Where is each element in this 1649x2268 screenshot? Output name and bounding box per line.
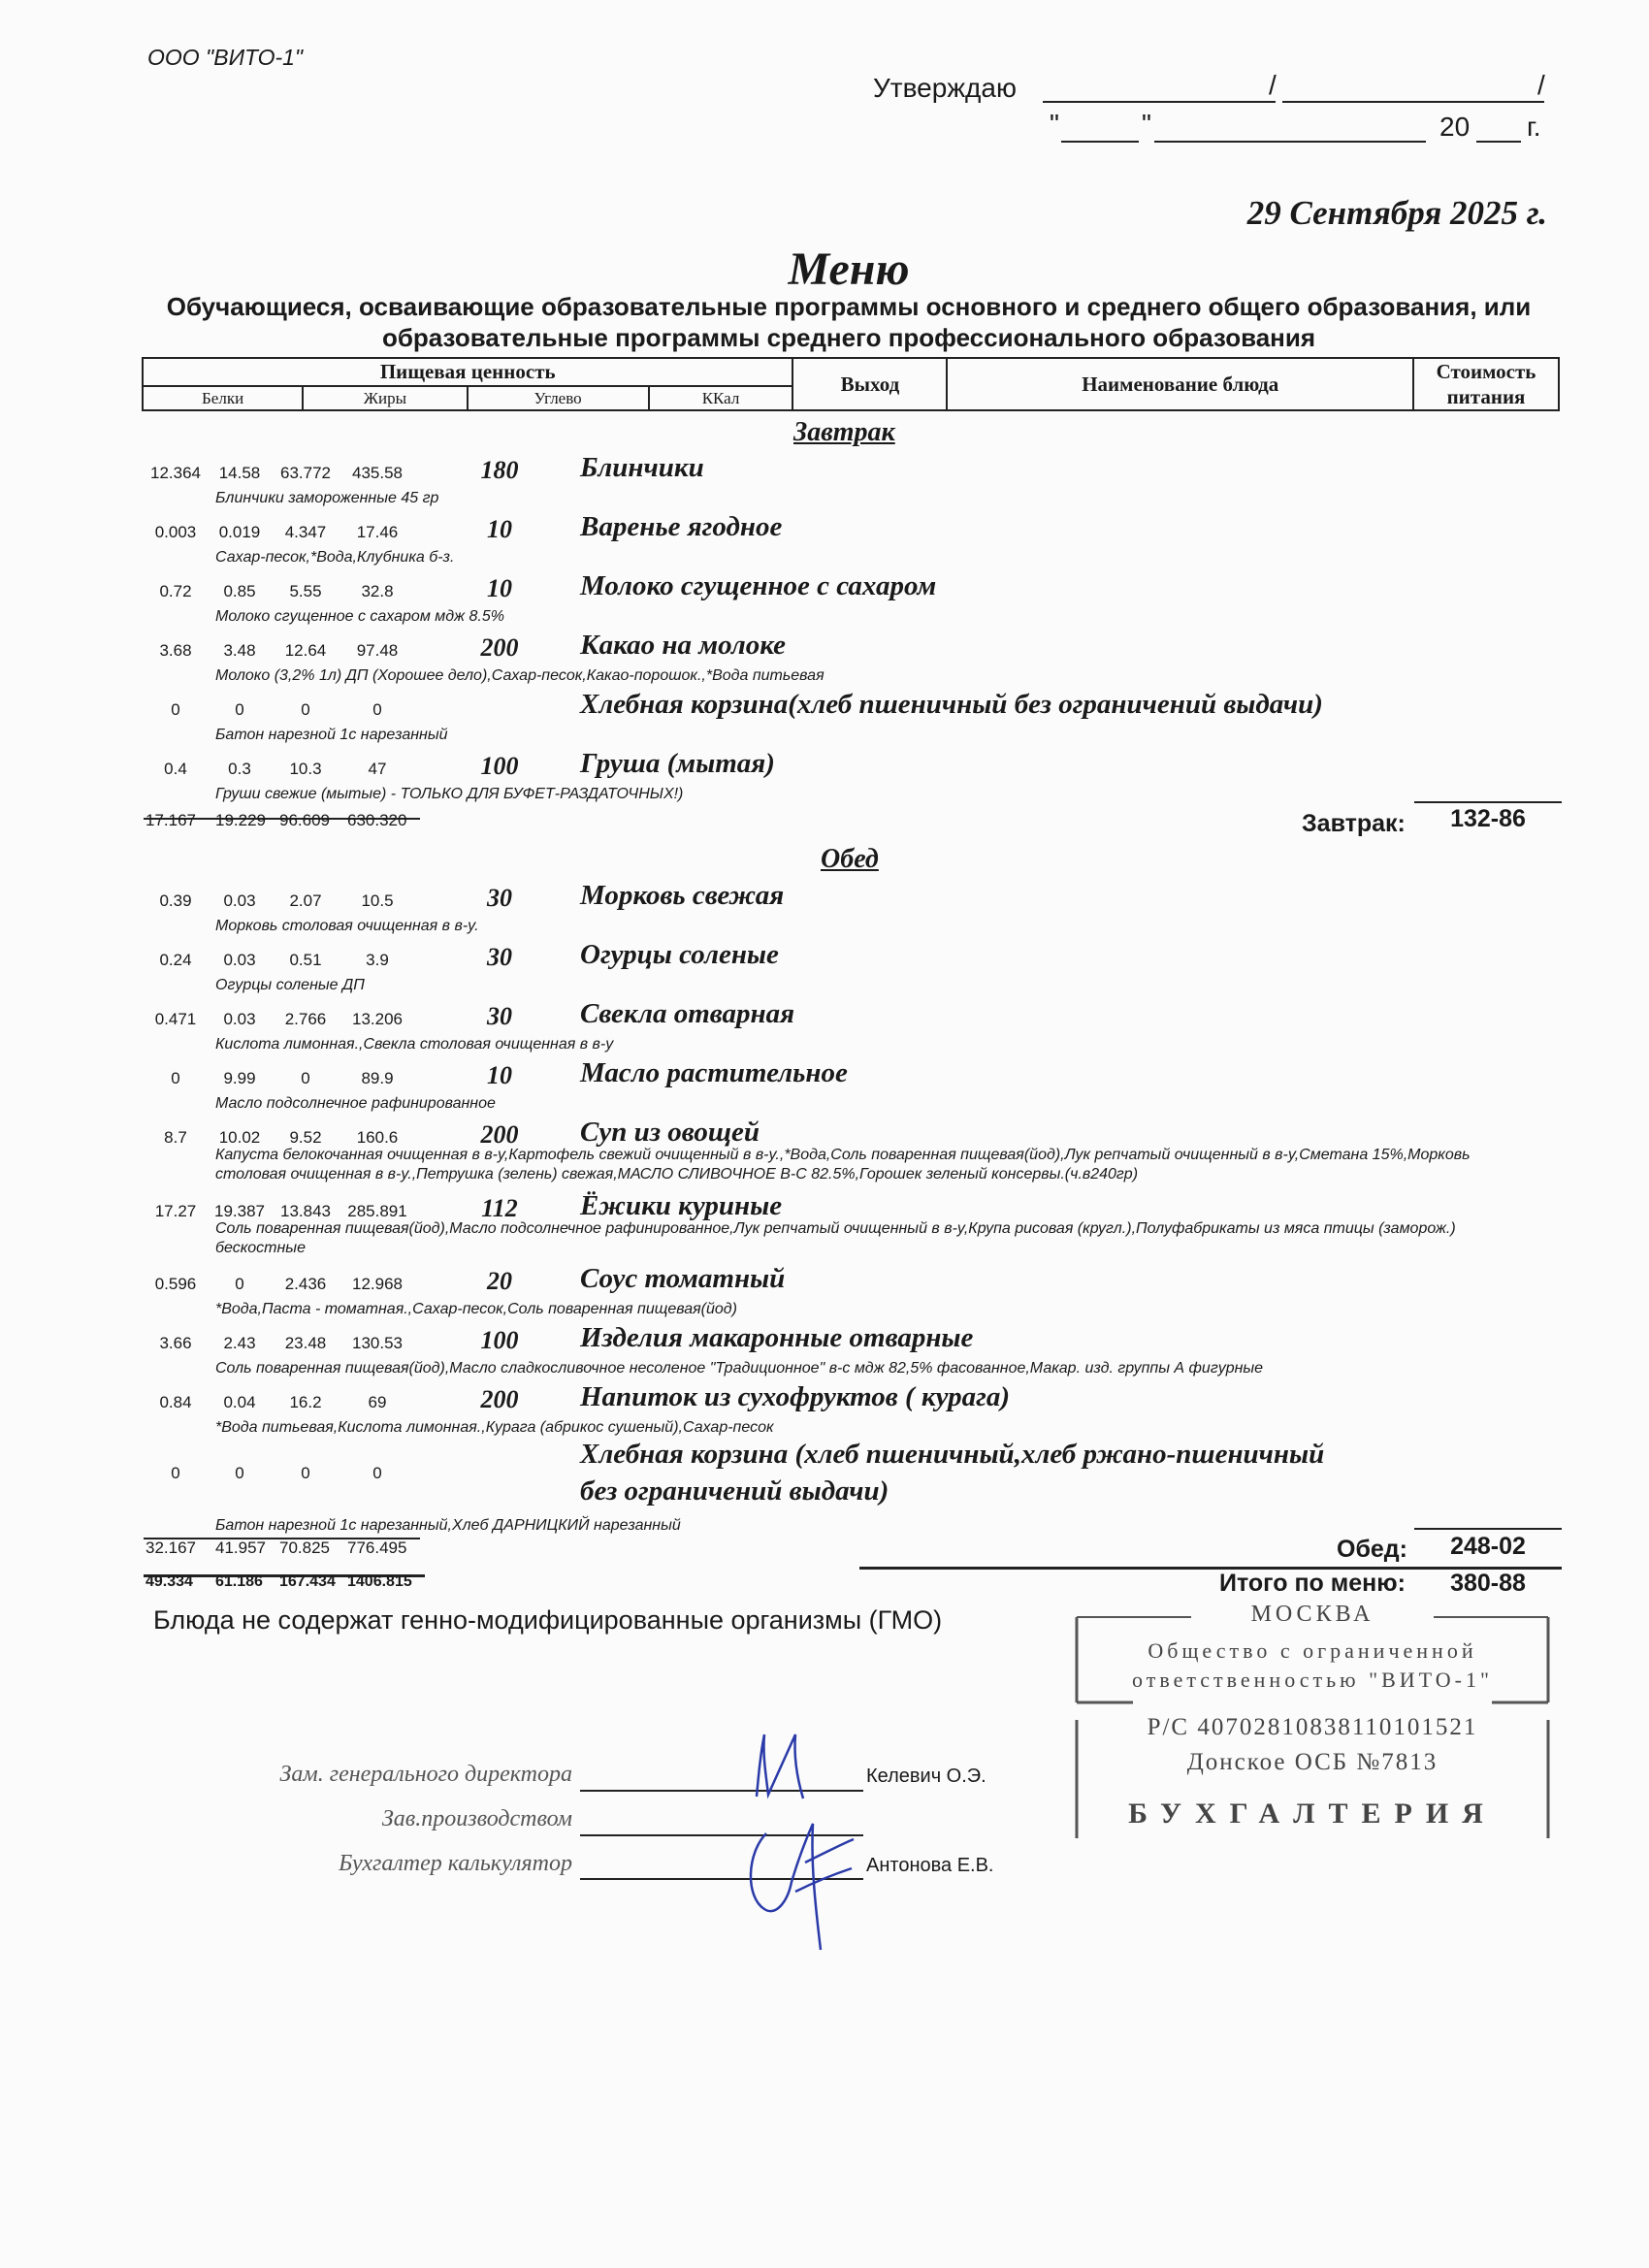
dish-ingredients: *Вода,Паста - томатная.,Сахар-песок,Соль поваренная пищевая(йод) [215, 1301, 737, 1317]
approve-line-2 [1282, 101, 1544, 103]
nutrition-value: 32.8 [361, 582, 394, 600]
nutrition-value: 89.9 [361, 1069, 394, 1087]
date-day-line [1061, 141, 1139, 143]
dish-name: Ёжики куриные [580, 1190, 783, 1221]
grand-cost-value: 380-88 [1450, 1570, 1526, 1597]
breakfast-cost-line [1414, 801, 1562, 803]
nutrition-value: 14.58 [218, 464, 261, 482]
nutrition-value: 3.68 [159, 641, 192, 660]
dish-output: 112 [481, 1194, 518, 1222]
nutrition-value: 3.48 [223, 641, 256, 660]
signature-name-deputy: Келевич О.Э. [866, 1766, 986, 1787]
nutrition-value: 0 [301, 700, 310, 719]
cost-header: Стоимость питания [1413, 358, 1559, 410]
date-quote-close: " [1142, 109, 1151, 139]
dish-name: Хлебная корзина(хлеб пшеничный без ограничений выдачи) [580, 689, 1323, 720]
dish-name: Свекла отварная [580, 998, 795, 1029]
nutrition-value: 0.003 [154, 523, 197, 541]
nutrition-value: 12.364 [150, 464, 201, 482]
dish-ingredients: Морковь столовая очищенная в в-у. [215, 918, 479, 934]
nutrition-value: 2.766 [284, 1010, 327, 1028]
nutrition-value: 4.347 [284, 523, 327, 541]
dish-name: Какао на молоке [580, 630, 786, 661]
total-value: 630.320 [347, 811, 407, 829]
fat-header: Жиры [303, 386, 467, 410]
nutrition-value: 0 [372, 700, 382, 719]
signature-label-accountant: Бухгалтер калькулятор [339, 1851, 572, 1876]
breakfast-cost-label: Завтрак: [1302, 810, 1406, 837]
dish-ingredients: Кислота лимонная.,Свекла столовая очищенная в в-у [215, 1036, 614, 1053]
dish-output: 10 [487, 1061, 512, 1089]
nutrition-value: 10.02 [218, 1128, 261, 1147]
nutrition-value: 97.48 [356, 641, 399, 660]
nutrition-value: 63.772 [280, 464, 331, 482]
gmo-note: Блюда не содержат генно-модифицированные организмы (ГМО) [153, 1605, 943, 1635]
total-value: 17.167 [146, 811, 196, 829]
dish-name: Огурцы соленые [580, 939, 779, 970]
nutrition-value: 8.7 [164, 1128, 187, 1147]
total-value: 96.609 [279, 811, 330, 829]
nutrition-value: 0 [301, 1069, 310, 1087]
nutrition-value: 69 [368, 1393, 387, 1411]
breakfast-section-title: Завтрак [793, 417, 895, 447]
nutrition-value: 17.46 [356, 523, 399, 541]
total-value: 61.186 [215, 1573, 263, 1590]
nutrition-value: 0.24 [159, 951, 192, 969]
dish-ingredients: Масло подсолнечное рафинированное [215, 1095, 496, 1112]
dish-name: Соус томатный [580, 1263, 786, 1294]
dish-name: Блинчики [580, 452, 704, 483]
nutrition-value: 19.387 [214, 1202, 265, 1220]
signature-label-deputy: Зам. генерального директора [279, 1762, 572, 1787]
dish-ingredients: *Вода питьевая,Кислота лимонная.,Курага (абрикос сушеный),Сахар-песок [215, 1419, 774, 1436]
approve-line-1 [1043, 101, 1276, 103]
handwritten-signature-deputy [718, 1717, 844, 1814]
dish-ingredients: Блинчики замороженные 45 гр [215, 490, 439, 506]
nutrition-value: 0 [171, 700, 180, 719]
dish-ingredients: Молоко (3,2% 1л) ДП (Хорошее дело),Сахар-песок,Какао-порошок.,*Вода питьевая [215, 667, 824, 684]
nutrition-value: 130.53 [352, 1334, 403, 1352]
nutrition-value: 0 [235, 1275, 244, 1293]
dish-name: Суп из овощей [580, 1117, 760, 1148]
nutrition-value: 0.84 [159, 1393, 192, 1411]
dish-name: Молоко сгущенное с сахаром [580, 570, 937, 601]
dish-ingredients: Капуста белокочанная очищенная в в-у,Картофель свежий очищенный в в-у.,*Вода,Соль поваренная пищевая(йод),Лук репчатый очищенный в в-у,Сметана 15%,Морковь столовая очищенная в в-у.,Петрушка (зелень) свежая,МАСЛО СЛИВОЧНОЕ В-С 82.5%,Горошек зеленый консервы.(ч.в240гр) [215, 1147, 1471, 1183]
nutrition-value: 9.52 [289, 1128, 322, 1147]
dish-ingredients: Огурцы соленые ДП [215, 977, 365, 993]
dish-ingredients: Соль поваренная пищевая(йод),Масло сладкосливочное несоленое "Традиционное" в-с мдж 82,5% фасованное,Макар. изд. группы А фигурные [215, 1360, 1264, 1377]
nutrition-value: 13.206 [352, 1010, 403, 1028]
nutrition-value: 0.04 [223, 1393, 256, 1411]
organization-name: ООО "ВИТО-1" [147, 45, 304, 70]
page-subtitle: Обучающиеся, осваивающие образовательные программы основного и среднего общего образования, или образовательные программы среднего профессионального образования [166, 292, 1532, 352]
accounting-stamp [1075, 1602, 1550, 1848]
nutrition-value: 0.39 [159, 891, 192, 910]
dish-name: Варенье ягодное [580, 511, 783, 542]
dish-output: 30 [487, 1002, 512, 1030]
lunch-cost-line [1414, 1528, 1562, 1530]
lunch-section-title: Обед [821, 844, 879, 874]
nutrition-value: 0 [235, 1464, 244, 1482]
nutrition-value: 10.5 [361, 891, 394, 910]
approve-label: Утверждаю [873, 73, 1017, 103]
nutrition-value: 0 [171, 1464, 180, 1482]
nutrition-value: 2.43 [223, 1334, 256, 1352]
dish-output: 30 [487, 884, 512, 912]
total-value: 70.825 [279, 1539, 330, 1557]
stamp-account: Р/С 40702810838110101521 [1147, 1714, 1478, 1740]
stamp-bank: Донское ОСБ №7813 [1186, 1749, 1439, 1775]
stamp-line-2: ответственностью "ВИТО-1" [1132, 1668, 1493, 1692]
nutrition-value: 0 [235, 700, 244, 719]
output-header: Выход [792, 358, 947, 410]
nutrition-value: 0 [171, 1069, 180, 1087]
carbs-header: Углево [468, 386, 649, 410]
stamp-line-1: Общество с ограниченной [1148, 1638, 1477, 1663]
nutrition-value: 16.2 [289, 1393, 322, 1411]
dish-name: Изделия макаронные отварные [580, 1322, 974, 1353]
nutrition-value: 0.596 [154, 1275, 197, 1293]
menu-table-header [142, 357, 1560, 411]
nutrition-value: 3.66 [159, 1334, 192, 1352]
total-value: 32.167 [146, 1539, 196, 1557]
dish-ingredients: Соль поваренная пищевая(йод),Масло подсолнечное рафинированное,Лук репчатый очищенный в в-у,Крупа рисовая (кругл.),Полуфабрикаты из мяса птицы (заморож.) бескостные [215, 1220, 1456, 1256]
lunch-cost-value: 248-02 [1450, 1533, 1526, 1560]
approve-slash-end: / [1537, 70, 1545, 100]
dish-output: 200 [480, 633, 519, 662]
dish-ingredients: Молоко сгущенное с сахаром мдж 8.5% [215, 608, 504, 625]
dish-ingredients: Батон нарезной 1с нарезанный,Хлеб ДАРНИЦКИЙ нарезанный [215, 1517, 681, 1534]
nutrition-value: 0.85 [223, 582, 256, 600]
dish-name: Морковь свежая [580, 880, 785, 911]
nutrition-value: 0.03 [223, 951, 256, 969]
total-value: 776.495 [347, 1539, 407, 1557]
nutrition-value: 12.968 [352, 1275, 403, 1293]
stamp-department: БУХГАЛТЕРИЯ [1128, 1798, 1497, 1830]
nutrition-value: 12.64 [284, 641, 327, 660]
nutrition-value: 435.58 [352, 464, 403, 482]
nutrition-value: 0.3 [228, 760, 251, 778]
dish-output: 10 [487, 515, 512, 543]
nutrition-value: 0.03 [223, 1010, 256, 1028]
dish-output: 100 [480, 752, 519, 780]
nutrition-value: 47 [368, 760, 387, 778]
nutrition-value: 2.07 [289, 891, 322, 910]
dish-ingredients: Груши свежие (мытые) - ТОЛЬКО ДЛЯ БУФЕТ-РАЗДАТОЧНЫХ!) [215, 786, 684, 802]
protein-header: Белки [143, 386, 303, 410]
dish-output: 100 [480, 1326, 519, 1354]
dish-output: 180 [480, 456, 519, 484]
page-title: Меню [788, 243, 910, 295]
signature-name-accountant: Антонова Е.В. [866, 1855, 994, 1876]
dish-output: 200 [480, 1385, 519, 1413]
nutrition-value: 285.891 [347, 1202, 407, 1220]
dish-ingredients: Сахар-песок,*Вода,Клубника б-з. [215, 549, 455, 566]
nutrition-value: 0.03 [223, 891, 256, 910]
dish-name: Масло растительное [580, 1057, 848, 1088]
nutrition-value: 0 [301, 1464, 310, 1482]
total-value: 49.334 [146, 1573, 193, 1590]
nutrition-value: 0.72 [159, 582, 192, 600]
date-year-prefix: 20 [1439, 112, 1471, 142]
nutrition-value: 3.9 [366, 951, 389, 969]
nutrition-value: 17.27 [154, 1202, 197, 1220]
nutrition-value: 0 [372, 1464, 382, 1482]
total-value: 19.229 [215, 811, 266, 829]
nutrition-value: 23.48 [284, 1334, 327, 1352]
nutrition-value: 10.3 [289, 760, 322, 778]
date-month-line [1154, 141, 1426, 143]
total-value: 41.957 [215, 1539, 266, 1557]
dish-ingredients: Батон нарезной 1с нарезанный [215, 727, 448, 743]
nutrition-value: 9.99 [223, 1069, 256, 1087]
breakfast-cost-value: 132-86 [1450, 805, 1526, 832]
menu-date: 29 Сентября 2025 г. [1246, 194, 1547, 232]
dish-name: Груша (мытая) [580, 748, 775, 779]
total-value: 1406.815 [347, 1573, 412, 1590]
handwritten-signature-accountant [737, 1804, 873, 1960]
date-year-suffix: г. [1527, 112, 1541, 142]
date-year-line [1476, 141, 1521, 143]
nutrition-value: 13.843 [280, 1202, 331, 1220]
nutrition-value: 0.51 [289, 951, 322, 969]
lunch-cost-label: Обед: [1337, 1536, 1407, 1563]
dish-output: 20 [487, 1267, 512, 1295]
dish-output: 10 [487, 574, 512, 602]
dish-output: 30 [487, 943, 512, 971]
nutrition-value: 2.436 [284, 1275, 327, 1293]
dish-name-header: Наименование блюда [947, 358, 1413, 410]
nutrition-value: 160.6 [356, 1128, 399, 1147]
nutrition-header: Пищевая ценность [143, 358, 792, 386]
total-value: 167.434 [279, 1573, 336, 1590]
approve-slash: / [1269, 70, 1277, 100]
signature-label-production: Зав.производством [381, 1806, 572, 1831]
nutrition-value: 0.019 [218, 523, 261, 541]
stamp-city: МОСКВА [1250, 1602, 1374, 1627]
dish-name-continued: без ограничений выдачи) [580, 1475, 889, 1507]
dish-output: 200 [480, 1120, 519, 1149]
grand-cost-label: Итого по меню: [1219, 1570, 1406, 1597]
nutrition-value: 0.4 [164, 760, 187, 778]
date-quote-open: " [1050, 109, 1059, 139]
nutrition-value: 0.471 [154, 1010, 197, 1028]
nutrition-value: 5.55 [289, 582, 322, 600]
dish-name: Хлебная корзина (хлеб пшеничный,хлеб ржано-пшеничный [580, 1439, 1325, 1470]
dish-name: Напиток из сухофруктов ( курага) [580, 1381, 1010, 1412]
kcal-header: ККал [649, 386, 793, 410]
